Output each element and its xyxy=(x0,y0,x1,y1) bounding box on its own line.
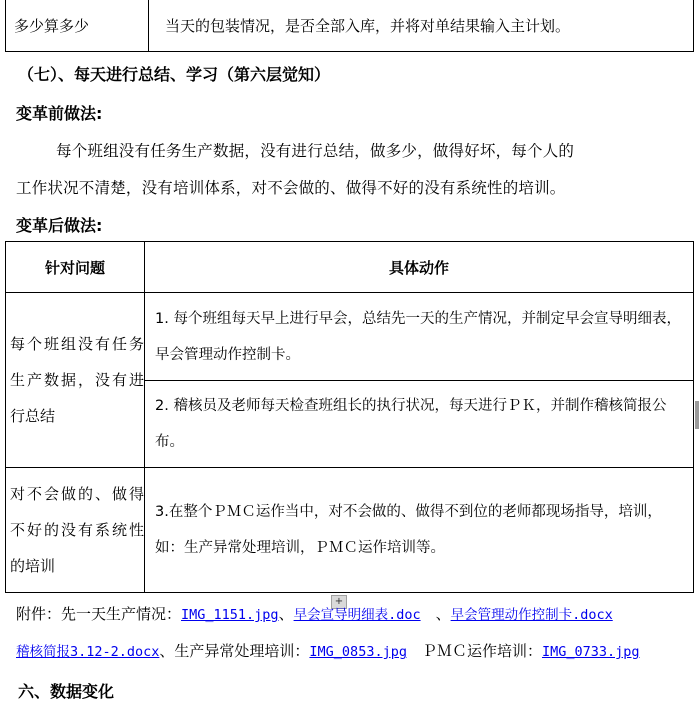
separator: 、 xyxy=(420,605,451,623)
actions-table xyxy=(5,241,694,593)
scrollbar-marker[interactable] xyxy=(695,401,699,429)
separator: 、 xyxy=(278,605,294,623)
attachment-link-control-card[interactable]: 早会管理动作控制卡.docx xyxy=(450,607,613,623)
problem-cell-1: 每个班组没有任务生产数据，没有进行总结 xyxy=(6,293,145,468)
before-paragraph-line-1: 每个班组没有任务生产数据，没有进行总结，做多少，做得好坏，每个人的 xyxy=(56,142,575,160)
action-cell-2: 2. 稽核员及老师每天检查班组长的执行状况，每天进行ＰＫ，并制作稽核简报公布。 xyxy=(145,381,694,468)
header-problem: 针对问题 xyxy=(6,242,145,293)
exception-training-label: 、生产异常处理培训： xyxy=(159,642,310,660)
top-table xyxy=(5,0,694,52)
attachments-line-1 xyxy=(16,603,613,624)
attachment-link-img0733[interactable]: IMG_0733.jpg xyxy=(541,644,640,660)
section-heading-7: （七）、每天进行总结、学习（第六层觉知） xyxy=(18,65,331,84)
before-heading: 变革前做法: xyxy=(16,104,103,123)
table-cell-label: 多少算多少 xyxy=(6,0,149,52)
attachments-prefix: 附件：先一天生产情况： xyxy=(16,605,182,623)
table-header-row xyxy=(6,242,694,293)
table-cell-text: 当天的包装情况，是否全部入库，并将对单结果输入主计划。 xyxy=(149,0,694,52)
table-row xyxy=(6,0,694,52)
table-row xyxy=(6,293,694,381)
pmc-training-label: ＰＭＣ运作培训： xyxy=(406,642,542,660)
action-cell-1: 1. 每个班组每天早上进行早会，总结先一天的生产情况，并制定早会宣导明细表，早会管理动作控制卡。 xyxy=(145,293,694,381)
problem-cell-2: 对不会做的、做得不好的没有系统性的培训 xyxy=(6,468,145,593)
attachment-link-img1151[interactable]: IMG_1151.jpg xyxy=(181,607,279,623)
before-paragraph-line-2: 工作状况不清楚，没有培训体系，对不会做的、做得不好的没有系统性的培训。 xyxy=(16,179,566,197)
after-heading: 变革后做法: xyxy=(16,216,103,235)
section-heading-6: 六、数据变化 xyxy=(18,682,115,701)
header-action: 具体动作 xyxy=(145,242,694,293)
action-cell-3: 3.在整个ＰＭＣ运作当中，对不会做的、做得不到位的老师都现场指导，培训，如：生产异常处理培训，ＰＭＣ运作培训等。 xyxy=(145,468,694,593)
attachment-link-img0853[interactable]: IMG_0853.jpg xyxy=(309,644,407,660)
attachments-line-2 xyxy=(16,640,640,661)
attachment-link-audit-report[interactable]: 稽核简报3.12-2.docx xyxy=(16,644,160,660)
table-row xyxy=(6,468,694,593)
attachment-link-morning-briefing[interactable]: 早会宣导明细表.doc xyxy=(293,607,421,623)
table-move-handle[interactable]: + xyxy=(331,595,347,609)
